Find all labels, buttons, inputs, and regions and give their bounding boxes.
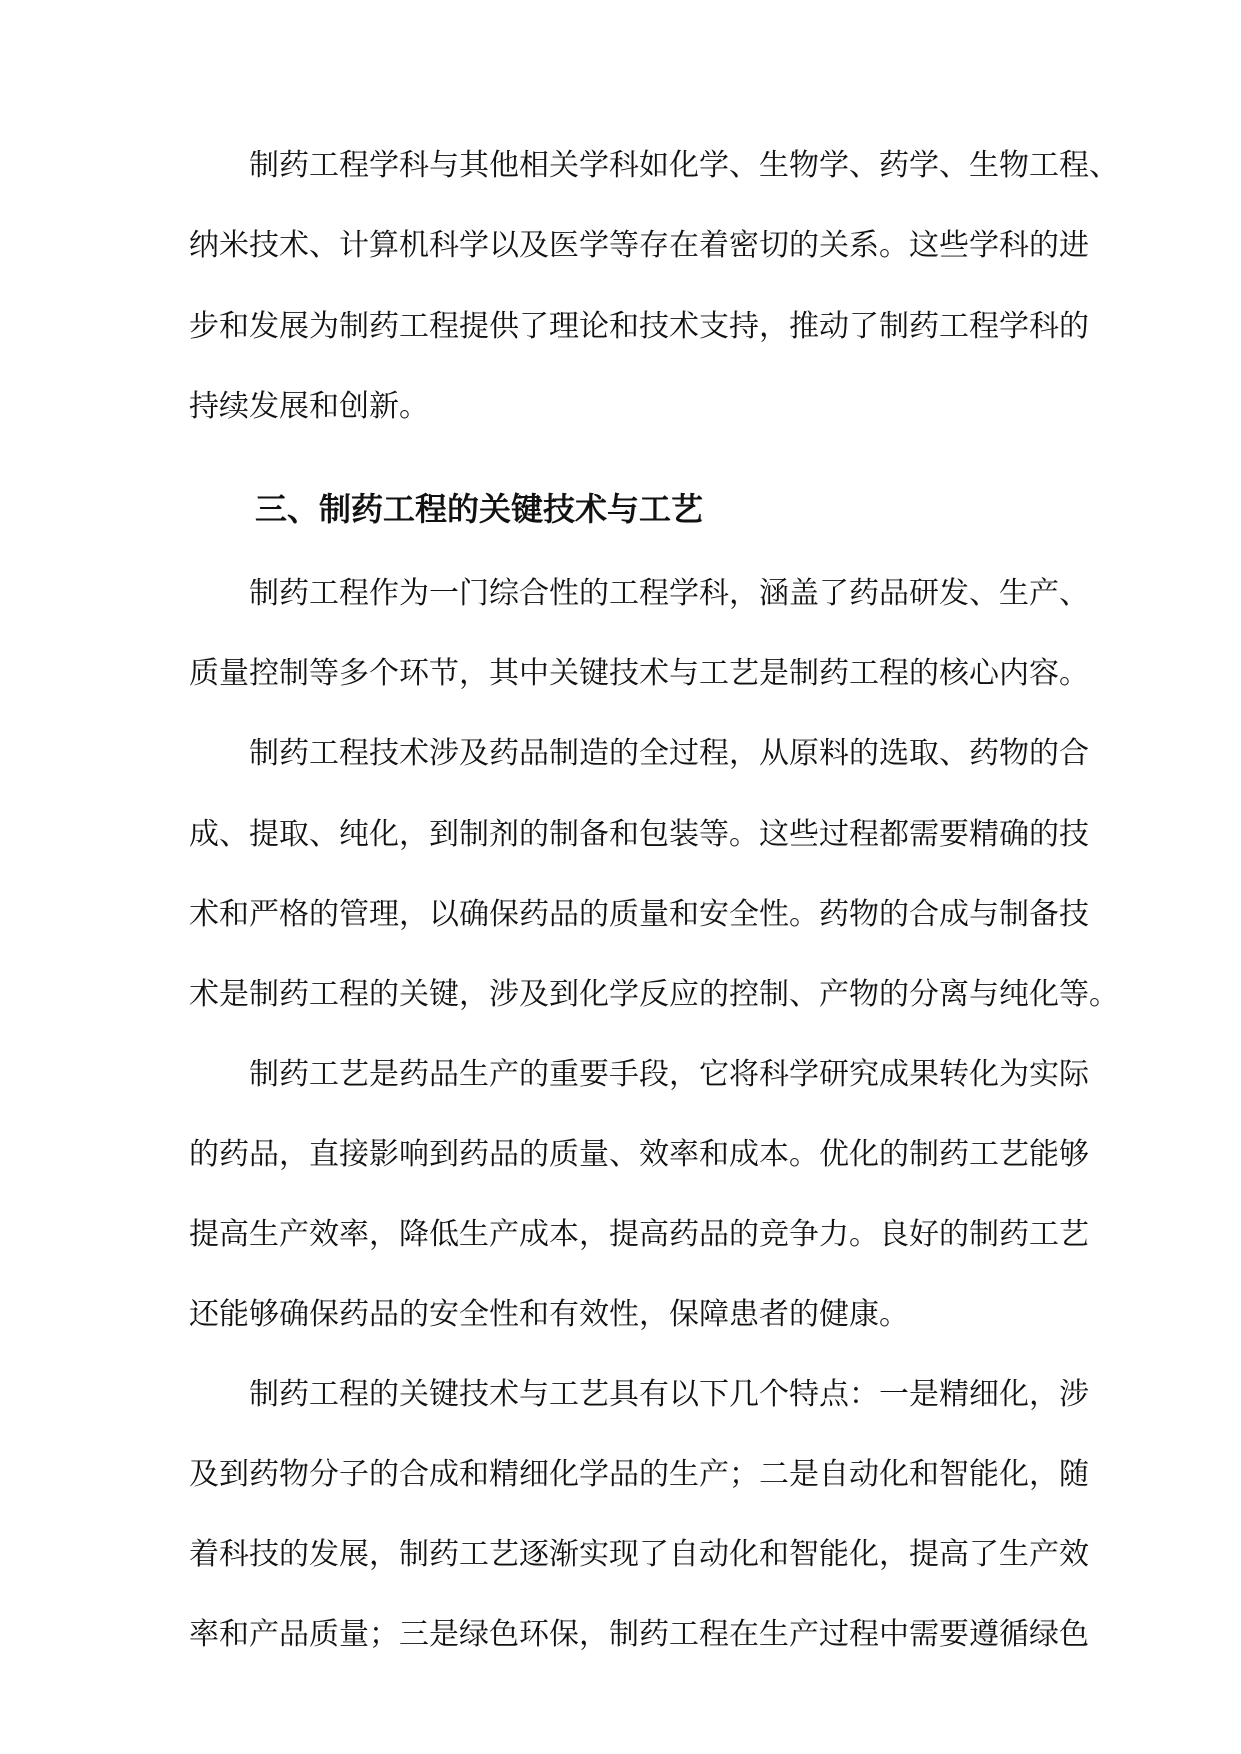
text-line: 持续发展和创新。 — [189, 389, 429, 424]
text-line: 还能够确保药品的安全性和有效性，保障患者的健康。 — [189, 1297, 909, 1332]
text-line: 纳米技术、计算机科学以及医学等存在着密切的关系。这些学科的进 — [189, 228, 1089, 263]
text-line: 质量控制等多个环节，其中关键技术与工艺是制药工程的核心内容。 — [189, 656, 1089, 691]
text-line: 提高生产效率，降低生产成本，提高药品的竞争力。良好的制药工艺 — [189, 1217, 1089, 1252]
text-line: 着科技的发展，制药工艺逐渐实现了自动化和智能化，提高了生产效 — [189, 1537, 1089, 1572]
section-heading: 三、制药工程的关键技术与工艺 — [255, 490, 704, 528]
text-line: 成、提取、纯化，到制剂的制备和包装等。这些过程都需要精确的技 — [189, 817, 1089, 852]
text-line: 制药工程技术涉及药品制造的全过程，从原料的选取、药物的合 — [249, 736, 1089, 771]
text-line: 制药工程的关键技术与工艺具有以下几个特点：一是精细化，涉 — [249, 1377, 1089, 1412]
text-line: 术是制药工程的关键，涉及到化学反应的控制、产物的分离与纯化等。 — [189, 977, 1119, 1012]
text-line: 制药工程学科与其他相关学科如化学、生物学、药学、生物工程、 — [249, 148, 1119, 183]
text-line: 率和产品质量；三是绿色环保，制药工程在生产过程中需要遵循绿色 — [189, 1617, 1089, 1652]
text-line: 制药工程作为一门综合性的工程学科，涵盖了药品研发、生产、 — [249, 576, 1089, 611]
text-line: 制药工艺是药品生产的重要手段，它将科学研究成果转化为实际 — [249, 1057, 1089, 1092]
text-line: 术和严格的管理，以确保药品的质量和安全性。药物的合成与制备技 — [189, 897, 1089, 932]
text-line: 的药品，直接影响到药品的质量、效率和成本。优化的制药工艺能够 — [189, 1137, 1089, 1172]
text-line: 及到药物分子的合成和精细化学品的生产；二是自动化和智能化，随 — [189, 1457, 1089, 1492]
text-line: 步和发展为制药工程提供了理论和技术支持，推动了制药工程学科的 — [189, 309, 1089, 344]
